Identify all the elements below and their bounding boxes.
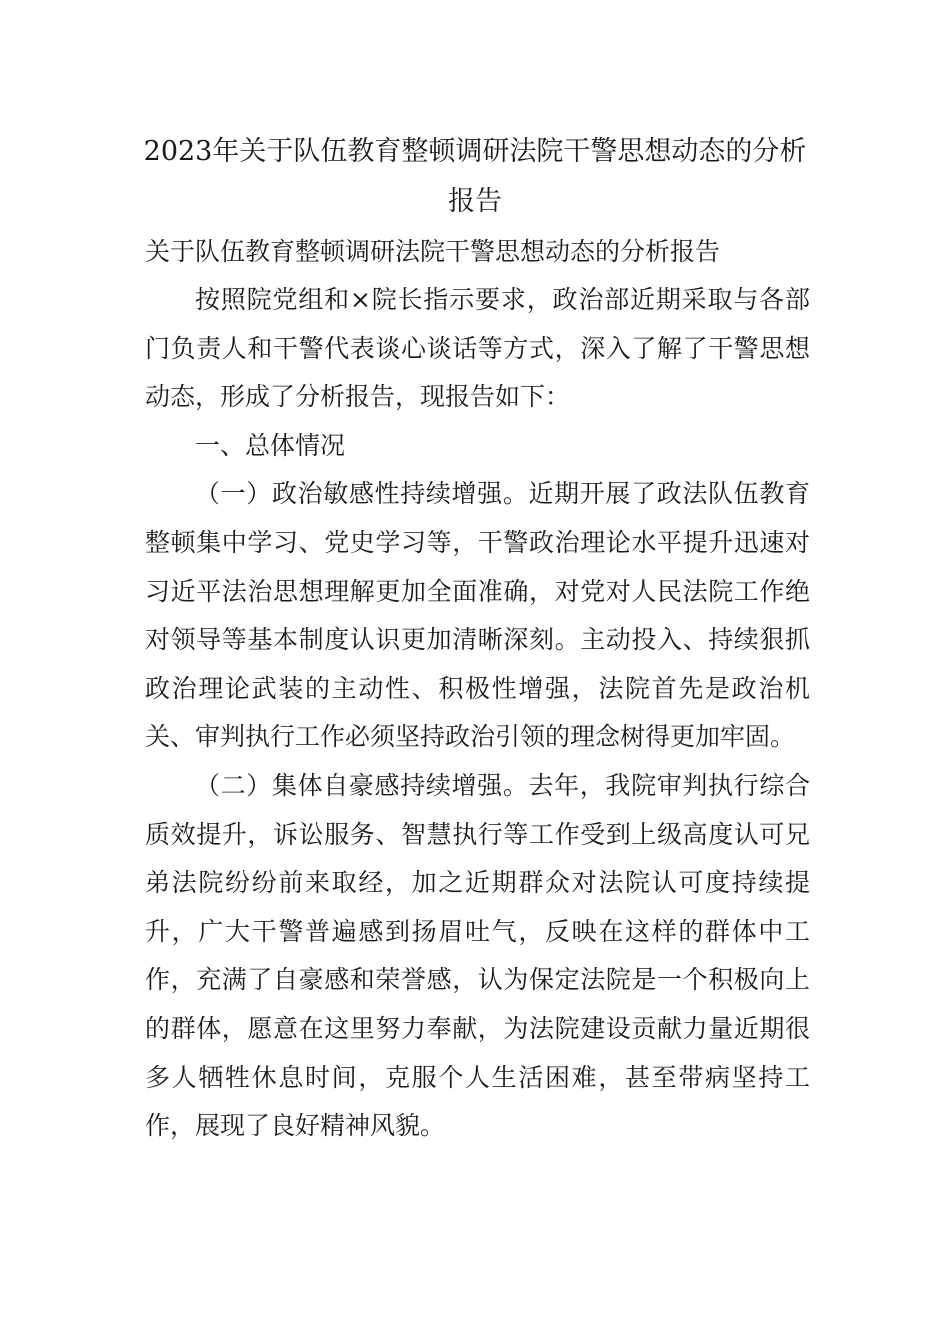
document-title: 2023年关于队伍教育整顿调研法院干警思想动态的分析报告 [143, 136, 807, 217]
section-heading: 一、总体情况 [195, 430, 346, 460]
body-paragraph: （二）集体自豪感持续增强。去年，我院审判执行综合质效提升，诉讼服务、智慧执行等工作受到上级高度认可兄弟法院纷纷前来取经，加之近期群众对法院认可度持续提升，广大干警普遍感到扬眉吐气，反映在这样的群体中工作，充满了自豪感和荣誉感，认为保定法院是一个积极向上的群体，愿意在这里努力奉献，为法院建设贡献力量近期很多人牺牲休息时间，克服个人生活困难，甚至带病坚持工作，展现了良好精神风貌。 [145, 770, 810, 1141]
document-body [145, 276, 810, 1151]
body-paragraph: （一）政治敏感性持续增强。近期开展了政法队伍教育整顿集中学习、党史学习等，干警政治理论水平提升迅速对习近平法治思想理解更加全面准确，对党对人民法院工作绝对领导等基本制度认识更加清晰深刻。主动投入、持续狠抓政治理论武装的主动性、积极性增强，法院首先是政治机关、审判执行工作必须坚持政治引领的理念树得更加牢固。 [145, 479, 810, 752]
document-subtitle: 关于队伍教育整顿调研法院干警思想动态的分析报告 [145, 237, 721, 266]
intro-paragraph: 按照院党组和×院长指示要求，政治部近期采取与各部门负责人和干警代表谈心谈话等方式，深入了解了干警思想动态，形成了分析报告，现报告如下： [145, 285, 810, 412]
